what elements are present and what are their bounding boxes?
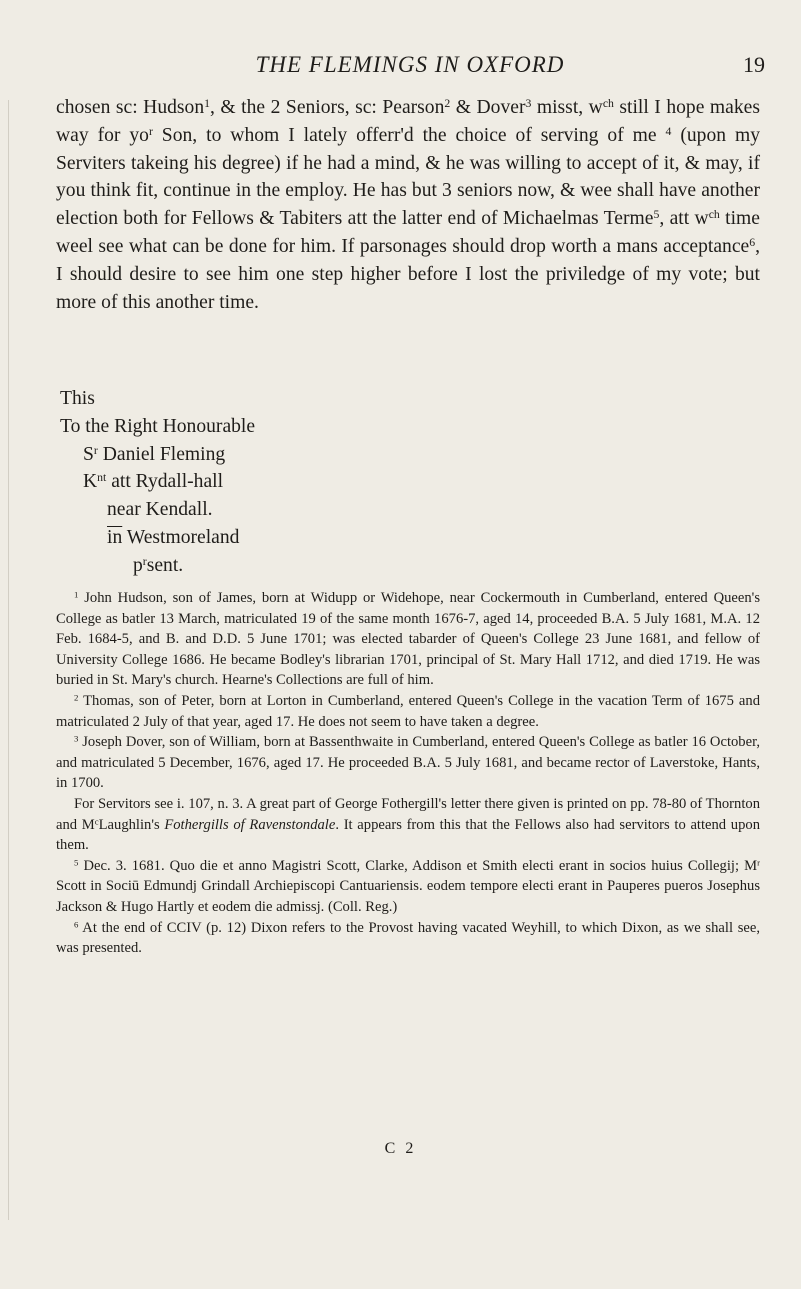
footnote-number: 1 [74, 589, 79, 600]
letter-segment: time weel see what can be done for him. If parsonages should drop worth a mans acceptance [56, 208, 760, 257]
letter-segment: , I should desire to see him one step higher before I lost the priviledge of my vote; but more of this another time. [56, 235, 760, 313]
signature-mark: C 2 [384, 1140, 417, 1157]
footnote-2 [56, 691, 760, 732]
letter-text [56, 94, 760, 316]
header-title: THE FLEMINGS IN OXFORD [255, 52, 565, 77]
address-text: S [83, 443, 94, 465]
letter-segment: still I hope makes way for yo [56, 97, 760, 146]
address-text: $\overline{in}$ [107, 526, 123, 548]
footnote-text: John Hudson, son of James, born at Widupp or Widehope, near Cockermouth in Cumberland, entered Queen's College as batler 13 March, matriculated 19 of the same month 1676-7, aged 14, proceeded B.A. 5 July 1681, M.A. 12 Feb. 1684-5, and B. and D.D. 5 June 1701; was elected tabarder of Queen's College 23 June 1681, and fellow of University College 1686. He became Bodley's librarian 1701, principal of St. Mary Hall 1712, and died 1719. He was buried in St. Mary's church. Hearne's Collections are full of him. [56, 590, 760, 689]
footnote-number: 2 [74, 692, 79, 703]
superscript-abbrev: ch [708, 208, 720, 222]
footnote-text: Scott in Sociū Edmundj Grindall Archiepiscopi Cantuariensis. eodem tempore electi erant in Pauperes pueros Josephus Jackson & Hugo Hartly et eodem die admissj. (Coll. Reg.) [56, 878, 760, 915]
superscript-abbrev: r [93, 443, 98, 457]
footnote-ref-3: 3 [525, 97, 532, 111]
address-line-1 [56, 413, 456, 441]
superscript-abbrev: r [148, 124, 153, 138]
letter-segment: , & the 2 Seniors, sc: Pearson [210, 97, 445, 118]
footnote-text: At the end of CCIV (p. 12) Dixon refers to the Provost having vacated Weyhill, to which Dixon, as we shall see, was presented. [56, 919, 760, 957]
address-text: sent. [146, 554, 184, 576]
footnote-ref-5: 5 [653, 208, 660, 222]
address-text: p [133, 554, 143, 576]
footnote-ref-4: 4 [665, 124, 672, 138]
address-block [56, 385, 456, 580]
address-this: This [60, 388, 95, 409]
address-text: near Kendall. [107, 499, 213, 521]
address-line-3 [56, 468, 456, 496]
address-text: K [83, 471, 98, 493]
superscript-abbrev: c [94, 816, 99, 827]
footnote-4 [56, 794, 760, 856]
footnotes [56, 588, 760, 959]
page-edge-shadow [8, 100, 9, 1220]
address-line-2 [56, 441, 456, 469]
footnote-text: Thomas, son of Peter, born at Lorton in Cumberland, entered Queen's College in the vacation Term of 1675 and matriculated 2 July of that year, aged 17. He does not seem to have taken a degree. [56, 692, 760, 730]
footnote-text: Laughlin's [98, 816, 165, 833]
footnote-ref-2: 2 [444, 97, 451, 111]
address-text: att Rydall-hall [106, 471, 224, 493]
letter-segment: & Dover [450, 97, 526, 118]
address-text: Daniel Fleming [97, 443, 226, 465]
address-line-4 [56, 496, 456, 524]
address-text: Westmoreland [122, 526, 240, 548]
footnote-text: For Servitors see i. 107, n. 3. A great part of George Fothergill's letter there given is printed on pp. 78-80 of Thornton and M [56, 795, 760, 833]
footnote-6 [56, 918, 760, 959]
book-title: Fothergills of Ravenstondale [164, 816, 336, 833]
superscript-abbrev: r [142, 554, 147, 568]
footnote-text: . It appears from this that the Fellows also had servitors to attend upon them. [56, 816, 760, 854]
footnote-ref-1: 1 [204, 97, 211, 111]
superscript-abbrev: r [757, 857, 760, 868]
footnote-5 [56, 856, 760, 918]
address-line-5 [56, 524, 456, 552]
footnote-1 [56, 588, 760, 691]
superscript-abbrev: nt [97, 471, 107, 485]
page-number: 19 [743, 52, 765, 77]
footnote-number: 6 [74, 919, 79, 930]
running-header [55, 50, 765, 84]
footnote-number: 3 [74, 733, 79, 744]
address-line-6 [56, 552, 456, 580]
footnote-text: Joseph Dover, son of William, born at Bassenthwaite in Cumberland, entered Queen's College as batler 16 October, and matriculated 5 December, 1676, aged 17. He proceeded B.A. 5 July 1681, and became rector of Laverstoke, Hants, in 1700. [56, 734, 760, 792]
address-text: To the Right Honourable [60, 415, 256, 437]
footnote-3 [56, 732, 760, 794]
letter-paragraph [56, 94, 760, 316]
letter-segment: Son, to whom I lately offerr'd the choice of serving of me [152, 124, 666, 146]
letter-segment: , att w [659, 208, 709, 230]
letter-segment: misst, w [531, 97, 603, 118]
footnote-text: Dec. 3. 1681. Quo die et anno Magistri Scott, Clarke, Addison et Smith electi erant in socios huius Collegij; M [78, 857, 758, 874]
letter-segment: (upon my Serviters takeing his degree) if he had a mind, & he was willing to accept of it, & may, if you think fit, continue in the employ. He has but 3 seniors now, & wee shall have another election both for Fellows & Tabiters att the latter end of Michaelmas Terme [56, 124, 760, 230]
superscript-abbrev: ch [602, 97, 614, 111]
footnote-number: 5 [74, 857, 79, 868]
footnote-ref-6: 6 [749, 236, 756, 250]
letter-segment: chosen sc: Hudson [56, 97, 205, 118]
